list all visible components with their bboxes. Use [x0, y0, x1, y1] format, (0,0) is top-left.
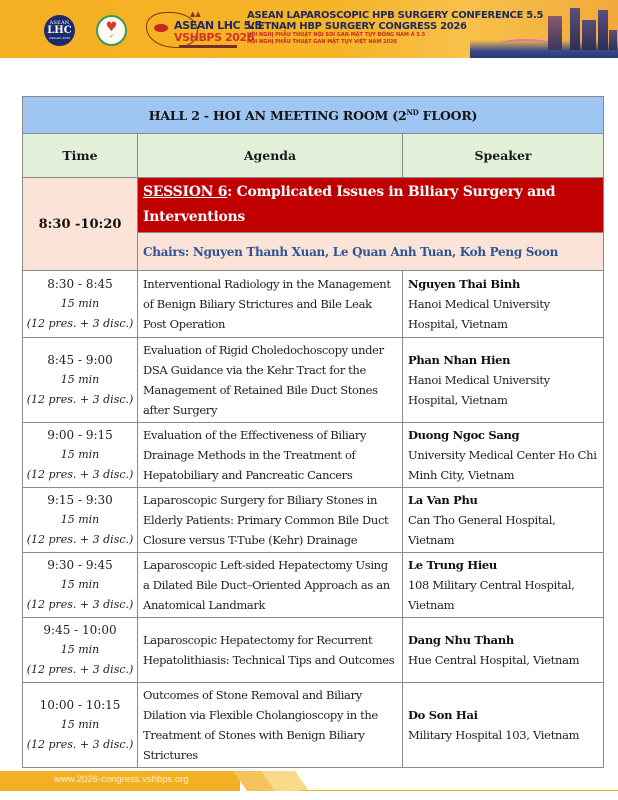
asean-lhc-logo: [44, 15, 75, 46]
talk-speaker-cell: [403, 488, 604, 553]
speaker-affiliation: University Medical Center Ho Chi Minh City, Vietnam: [408, 448, 597, 482]
talk-duration: 15 min: [60, 718, 100, 731]
talk-time-cell: [23, 553, 138, 618]
talk-duration: 15 min: [60, 643, 100, 656]
talk-time-split: (12 pres. + 3 disc.): [26, 393, 134, 406]
city-skyline-image: [470, 0, 618, 58]
building-icon: [548, 16, 562, 50]
session-label: SESSION 6: [143, 184, 228, 200]
speaker-affiliation: Hue Central Hospital, Vietnam: [408, 653, 580, 667]
building-icon: [570, 8, 580, 50]
talk-title: Outcomes of Stone Removal and Biliary Dilation via Flexible Cholangioscopy in the Treatment of Stones with Benign Biliary Strictures: [138, 683, 403, 768]
session-title-text: : Complicated Issues in Biliary Surgery and Interventions: [143, 184, 556, 225]
talk-duration: 15 min: [60, 513, 100, 526]
talks-list: [23, 271, 604, 768]
heart-icon: ♥: [105, 20, 118, 35]
talk-duration: 15 min: [60, 373, 100, 386]
website-link[interactable]: www.2026-congress.vshbps.org: [54, 774, 189, 785]
talk-time-split: (12 pres. + 3 disc.): [26, 317, 134, 330]
session-time: 8:30 -10:20: [23, 178, 138, 271]
talk-time: 10:00 - 10:15: [39, 698, 121, 712]
speaker-affiliation: Can Tho General Hospital, Vietnam: [408, 513, 556, 547]
talk-speaker-cell: [403, 423, 604, 488]
footer-divider: [300, 790, 618, 791]
talk-row: [23, 271, 604, 338]
building-icon: [598, 10, 608, 50]
gallbladder-icon: [154, 24, 168, 32]
talk-time: 9:45 - 10:00: [43, 623, 117, 637]
column-header-time: Time: [23, 134, 138, 178]
talk-time: 8:30 - 8:45: [47, 277, 113, 291]
talk-title: Evaluation of the Effectiveness of Biliary Drainage Methods in the Treatment of Hepatobiliary and Pancreatic Cancers: [138, 423, 403, 488]
session-chairs: Chairs: Nguyen Thanh Xuan, Le Quan Anh Tuan, Koh Peng Soon: [138, 233, 604, 271]
schedule-table: [22, 96, 604, 768]
speaker-name: Do Son Hai: [408, 708, 478, 722]
event-logo-line2: VSHBPS 2026: [174, 31, 255, 44]
talk-time: 9:30 - 9:45: [47, 558, 113, 572]
hall-title: [23, 97, 604, 134]
speaker-name: Duong Ngoc Sang: [408, 428, 520, 442]
talk-time-cell: [23, 683, 138, 768]
talk-time-split: (12 pres. + 3 disc.): [26, 738, 134, 751]
conference-banner: [0, 0, 618, 58]
talk-time: 8:45 - 9:00: [47, 353, 113, 367]
hall-title-suffix: FLOOR): [418, 107, 478, 123]
talk-title: Laparoscopic Hepatectomy for Recurrent Hepatolithiasis: Technical Tips and Outcomes: [138, 618, 403, 683]
talk-time-cell: [23, 271, 138, 338]
talk-time-cell: [23, 618, 138, 683]
talk-speaker-cell: [403, 683, 604, 768]
talk-row: [23, 423, 604, 488]
building-icon: [609, 30, 617, 50]
talk-duration: 15 min: [60, 578, 100, 591]
talk-speaker-cell: [403, 553, 604, 618]
talk-duration: 15 min: [60, 448, 100, 461]
mountain-icon: ▲▲: [190, 10, 201, 18]
banner-title-line2: VIETNAM HBP SURGERY CONGRESS 2026: [247, 21, 467, 32]
bridge-icon: [500, 39, 550, 48]
speaker-name: La Van Phu: [408, 493, 478, 507]
speaker-name: Dang Nhu Thanh: [408, 633, 514, 647]
leaf-icon: ✓: [108, 33, 115, 40]
asean-lhc-logo-line3: Vietnam 2026: [48, 36, 71, 40]
hall-title-sup: ND: [406, 107, 419, 117]
talk-speaker-cell: [403, 271, 604, 338]
talk-title: Evaluation of Rigid Choledochoscopy under DSA Guidance via the Kehr Tract for the Management of Retained Bile Duct Stones after Surgery: [138, 338, 403, 423]
talk-duration: 15 min: [60, 297, 100, 310]
column-header-speaker: Speaker: [403, 134, 604, 178]
talk-speaker-cell: [403, 618, 604, 683]
asean-lhc-logo-line2: LHC: [47, 25, 72, 36]
column-header-agenda: Agenda: [138, 134, 403, 178]
asean-lhc-logo-line1: ASEAN: [49, 20, 70, 26]
vshbps-society-logo: [96, 15, 127, 46]
session-title: [138, 178, 604, 233]
banner-subtitle-line1: HỘI NGHỊ PHẪU THUẬT NỘI SOI GAN MẬT TỤY ĐÔNG NAM Á 5.5: [247, 32, 426, 38]
talk-row: [23, 488, 604, 553]
talk-time-cell: [23, 338, 138, 423]
hall-title-prefix: HALL 2 - HOI AN MEETING ROOM (2: [148, 107, 407, 123]
talk-time-cell: [23, 488, 138, 553]
talk-time-split: (12 pres. + 3 disc.): [26, 598, 134, 611]
building-icon: [582, 20, 596, 50]
talk-title: Laparoscopic Left-sided Hepatectomy Using a Dilated Bile Duct–Oriented Approach as an Anatomical Landmark: [138, 553, 403, 618]
talk-time: 9:15 - 9:30: [47, 493, 113, 507]
speaker-name: Le Trung Hieu: [408, 558, 497, 572]
talk-row: [23, 553, 604, 618]
session-row: [23, 178, 604, 233]
event-logo-date-bar: [179, 45, 237, 48]
banner-subtitle-line2: HỘI NGHỊ PHẪU THUẬT GAN MẬT TỤY VIỆT NAM 2026: [247, 39, 398, 45]
talk-time-split: (12 pres. + 3 disc.): [26, 468, 134, 481]
talk-row: [23, 618, 604, 683]
talk-time-split: (12 pres. + 3 disc.): [26, 663, 134, 676]
talk-time-cell: [23, 423, 138, 488]
speaker-affiliation: Hanoi Medical University Hospital, Vietnam: [408, 373, 550, 407]
speaker-name: Phan Nhan Hien: [408, 353, 511, 367]
talk-title: Laparoscopic Surgery for Biliary Stones in Elderly Patients: Primary Common Bile Duct Closure versus T-Tube (Kehr) Drainage: [138, 488, 403, 553]
speaker-name: Nguyen Thai Binh: [408, 277, 521, 291]
speaker-affiliation: Military Hospital 103, Vietnam: [408, 728, 580, 742]
talk-time: 9:00 - 9:15: [47, 428, 113, 442]
page-footer: [0, 771, 618, 791]
talk-time-split: (12 pres. + 3 disc.): [26, 533, 134, 546]
column-header-row: [23, 134, 604, 178]
event-logo-line1: ASEAN LHC 5.5: [174, 19, 262, 32]
talk-title: Interventional Radiology in the Management of Benign Biliary Strictures and Bile Leak Post Operation: [138, 271, 403, 338]
talk-row: [23, 338, 604, 423]
talk-row: [23, 683, 604, 768]
talk-speaker-cell: [403, 338, 604, 423]
banner-title-line1: ASEAN LAPAROSCOPIC HPB SURGERY CONFERENCE 5.5: [247, 10, 544, 21]
hall-header-row: [23, 97, 604, 134]
speaker-affiliation: 108 Military Central Hospital, Vietnam: [408, 578, 575, 612]
speaker-affiliation: Hanoi Medical University Hospital, Vietnam: [408, 297, 550, 331]
